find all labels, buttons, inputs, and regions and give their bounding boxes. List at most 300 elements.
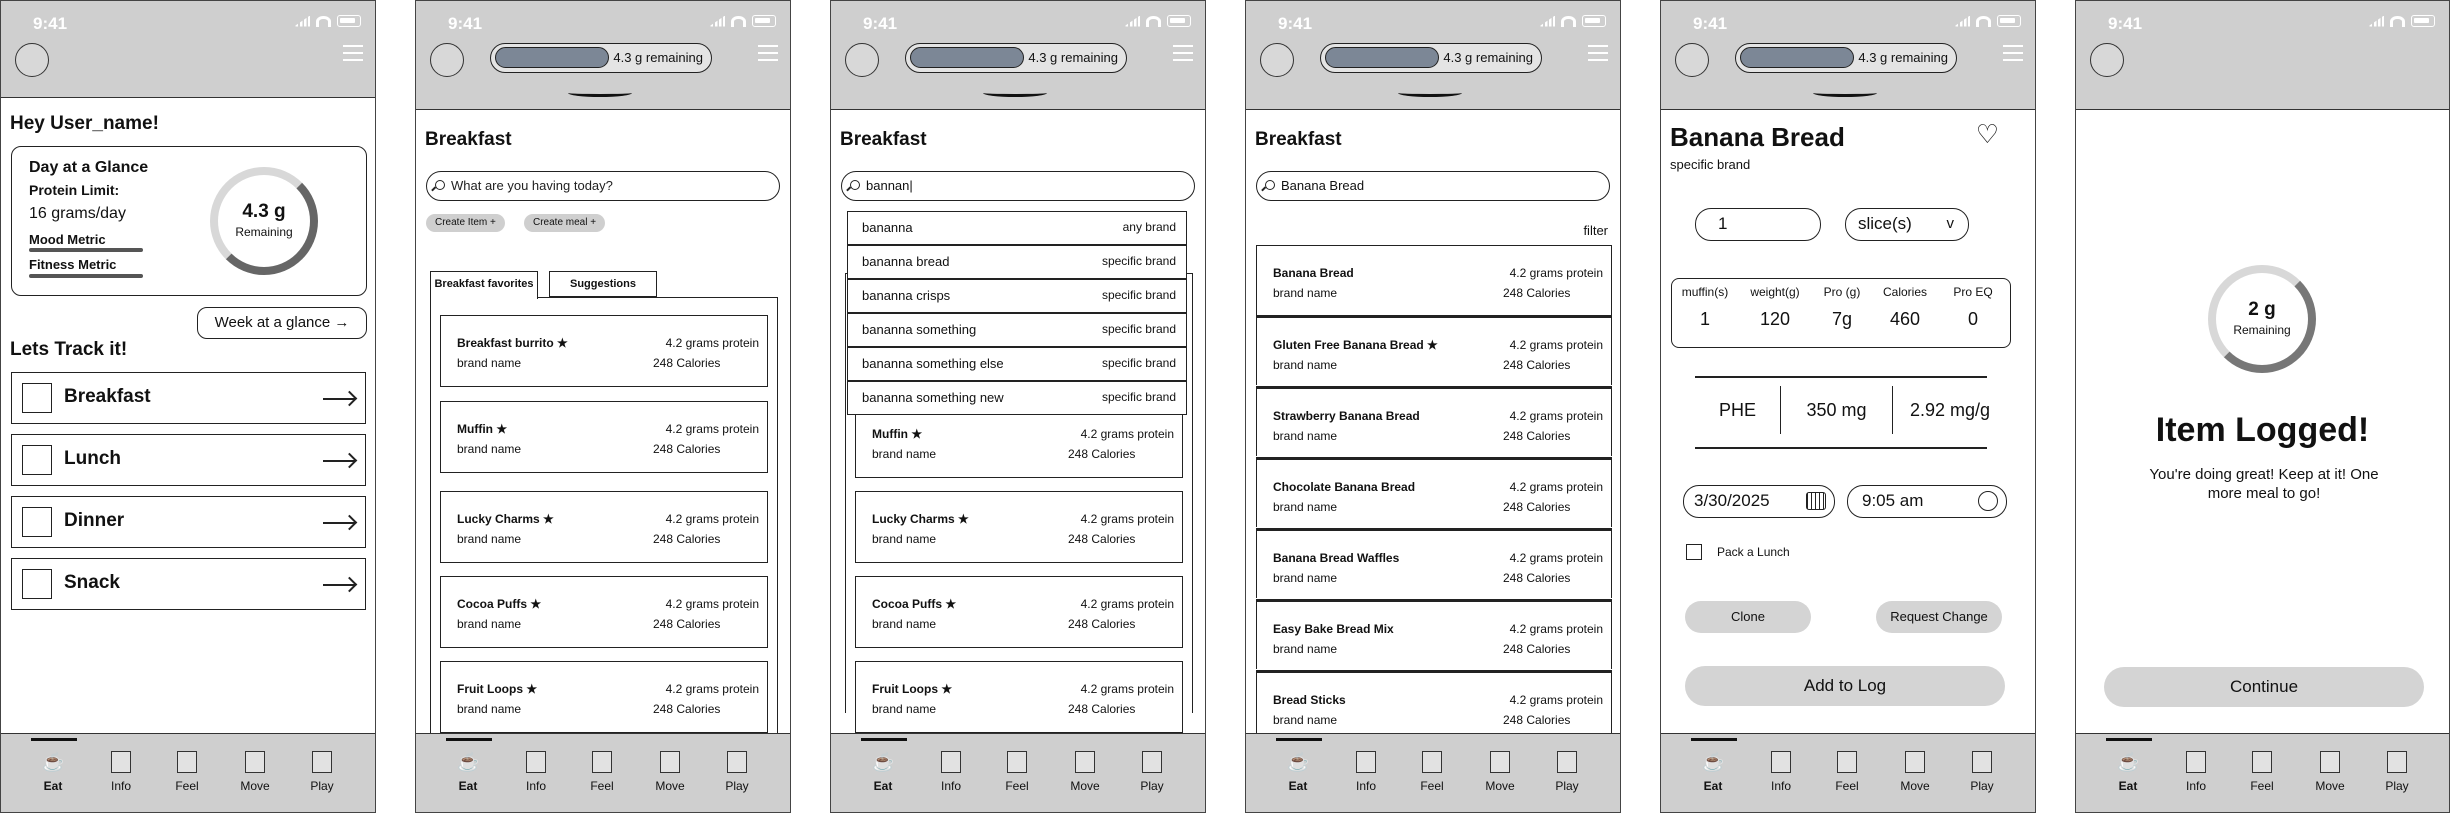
add-to-log-button[interactable]: Add to Log [1685, 666, 2005, 706]
track-title: Lets Track it! [10, 339, 128, 360]
text-label: 4.2 grams protein [1080, 597, 1174, 611]
text-label: 248 Calories [653, 442, 721, 456]
tab-suggestions[interactable]: Suggestions [549, 271, 657, 297]
text-label: Move [240, 779, 270, 793]
tab-eat[interactable] [853, 751, 913, 793]
tab-eat[interactable] [1683, 751, 1743, 793]
day-glance-card [11, 146, 367, 296]
tab-eat[interactable] [1268, 751, 1328, 793]
arrow-right-icon [323, 584, 355, 586]
text-label: 248 Calories [653, 356, 721, 370]
result-row[interactable] [1256, 386, 1612, 456]
avatar[interactable] [15, 43, 49, 77]
pill-progress [1740, 47, 1854, 68]
tab-play[interactable] [292, 751, 352, 793]
greeting: Hey User_name! [10, 113, 159, 134]
screen-home [0, 0, 376, 813]
feel-icon [1422, 751, 1442, 773]
tab-feel[interactable] [2232, 751, 2292, 793]
chevron-down-icon: v [1946, 215, 1954, 232]
meal-label: Lunch [64, 448, 121, 469]
text-label: specific brand [1101, 288, 1176, 302]
tab-play[interactable] [707, 751, 767, 793]
result-row[interactable] [1256, 599, 1612, 669]
active-tab-indicator [446, 738, 492, 741]
text-label: specific brand [1101, 390, 1176, 404]
tab-bar [1246, 733, 1620, 812]
text-label: Play [2385, 779, 2409, 793]
list-item[interactable] [855, 406, 1183, 478]
suggestion-item[interactable] [847, 245, 1187, 279]
text-label: 248 Calories [1503, 571, 1571, 585]
move-icon [1905, 751, 1925, 773]
list-item[interactable] [440, 576, 768, 648]
text-label: Info [2185, 779, 2206, 793]
text-label: Eat [1288, 779, 1308, 793]
phe-label: PHE [1695, 386, 1781, 434]
avatar[interactable] [430, 43, 464, 77]
suggestion-item[interactable] [847, 313, 1187, 347]
suggestion-item[interactable] [847, 347, 1187, 381]
text-label: brand name [1273, 358, 1338, 372]
text-label: 248 Calories [1503, 500, 1571, 514]
heart-icon[interactable]: ♡ [1975, 119, 1999, 149]
tab-eat[interactable] [438, 751, 498, 793]
result-row[interactable] [1256, 528, 1612, 598]
text-label: specific brand [1101, 322, 1176, 336]
chevron-down-icon[interactable] [1398, 89, 1462, 97]
status-time: 9:41 [2108, 14, 2143, 33]
tab-move[interactable] [1470, 751, 1530, 793]
text-label: 4.2 grams protein [1080, 682, 1174, 696]
suggestion-item[interactable] [847, 381, 1187, 415]
text-label: Banana Bread Waffles [1273, 551, 1400, 565]
hamburger-menu-icon[interactable] [343, 45, 363, 61]
page-title: Breakfast [840, 129, 927, 150]
text-label: Play [725, 779, 749, 793]
text-label: brand name [1273, 286, 1338, 300]
battery-icon [2411, 15, 2435, 27]
tab-breakfast-favorites[interactable]: Breakfast favorites [430, 271, 538, 299]
info-icon [941, 751, 961, 773]
meal-row-dinner[interactable] [11, 496, 366, 548]
tab-move[interactable] [1055, 751, 1115, 793]
text-label: Calories [1882, 285, 1927, 299]
info-icon [2186, 751, 2206, 773]
meal-row-snack[interactable] [11, 558, 366, 610]
text-label: Play [310, 779, 334, 793]
play-icon [1142, 751, 1162, 773]
battery-icon [752, 15, 776, 27]
text-label: 3/30/2025 [1694, 491, 1770, 510]
search-input[interactable] [1256, 171, 1610, 201]
text-label: Cocoa Puffs ★ [457, 597, 542, 611]
text-label: Feel [175, 779, 199, 793]
text-label: 248 Calories [1503, 642, 1571, 656]
active-tab-indicator [31, 738, 77, 741]
result-row[interactable] [1256, 670, 1612, 740]
result-row[interactable] [1256, 457, 1612, 527]
hamburger-menu-icon[interactable] [2003, 45, 2023, 61]
signal-icon [709, 16, 725, 27]
text-label: Feel [2250, 779, 2274, 793]
text-label: specific brand [1101, 356, 1176, 370]
text-label: 248 Calories [1503, 286, 1571, 300]
text-label: brand name [1273, 571, 1338, 585]
screen-search-results [1245, 0, 1621, 813]
play-icon [2387, 751, 2407, 773]
header-bar [2076, 1, 2449, 110]
meal-label: Snack [64, 572, 120, 593]
tab-move[interactable] [2300, 751, 2360, 793]
divider [1695, 447, 1987, 449]
phe-ratio: 2.92 mg/g [1909, 400, 1991, 420]
glance-title: Day at a Glance [29, 159, 149, 176]
text-label: 248 Calories [1068, 702, 1136, 716]
filter-link[interactable]: filter [1583, 223, 1608, 238]
ring-value: 4.3 g [242, 201, 286, 222]
remaining-ring [210, 167, 318, 275]
mood-metric: Mood Metric [29, 232, 106, 247]
text-label: 4.2 grams protein [1509, 622, 1603, 636]
text-label: brand name [457, 617, 522, 631]
arrow-right-icon [323, 398, 355, 400]
text-label: brand name [1273, 429, 1338, 443]
status-time: 9:41 [33, 14, 68, 33]
text-label: What are you having today? [451, 178, 613, 193]
text-label: 4.2 grams protein [665, 422, 759, 436]
info-icon [1771, 751, 1791, 773]
tab-feel[interactable] [1402, 751, 1462, 793]
meal-label: Dinner [64, 510, 125, 531]
suggestion-item[interactable] [847, 279, 1187, 313]
active-tab-indicator [1276, 738, 1322, 741]
suggestion-item[interactable] [847, 211, 1187, 245]
hamburger-menu-icon[interactable] [1173, 45, 1193, 61]
chevron-down-icon[interactable] [983, 89, 1047, 97]
text-label: 460 [1889, 309, 1921, 329]
clone-button[interactable]: Clone [1685, 601, 1811, 633]
tab-bar [2076, 733, 2449, 812]
meal-label: Breakfast [64, 386, 151, 407]
ring-label: Remaining [235, 225, 293, 239]
text-label: Pro EQ [1953, 285, 1993, 299]
create-item-button[interactable]: Create Item + [426, 214, 505, 232]
cup-icon: ☕ [457, 752, 480, 772]
text-label: 248 Calories [1068, 617, 1136, 631]
pack-lunch-label: Pack a Lunch [1717, 545, 1790, 559]
text-label: brand name [872, 617, 937, 631]
list-item[interactable] [855, 576, 1183, 648]
result-row[interactable] [1256, 315, 1612, 385]
feel-icon [177, 751, 197, 773]
text-label: Feel [1835, 779, 1859, 793]
list-item[interactable] [440, 315, 768, 387]
text-label: 4.2 grams protein [665, 682, 759, 696]
feel-icon [1007, 751, 1027, 773]
text-label: Breakfast burrito ★ [457, 336, 568, 350]
text-label: Info [1770, 779, 1791, 793]
calendar-icon [1806, 492, 1826, 510]
remaining-ring [2208, 265, 2316, 373]
tab-feel[interactable] [1817, 751, 1877, 793]
tab-feel[interactable] [157, 751, 217, 793]
wifi-icon [316, 16, 331, 27]
screen-breakfast-search [830, 0, 1206, 813]
date-field[interactable] [1683, 485, 1835, 518]
text-label: brand name [1273, 642, 1338, 656]
text-label: 248 Calories [653, 532, 721, 546]
tab-play[interactable] [1952, 751, 2012, 793]
system-icons [709, 15, 776, 27]
text-label: Move [1070, 779, 1100, 793]
pill-text: 4.3 g remaining [613, 50, 703, 65]
tab-bar [1661, 733, 2035, 812]
quantity-input[interactable]: 1 [1695, 208, 1821, 241]
search-input[interactable] [426, 171, 780, 201]
text-label: brand name [1273, 500, 1338, 514]
avatar[interactable] [2090, 43, 2124, 77]
system-icons [1124, 15, 1191, 27]
tab-info[interactable] [506, 751, 566, 793]
header-bar [1, 1, 375, 98]
text-label: 120 [1759, 309, 1791, 329]
arrow-right-icon [323, 522, 355, 524]
text-label: brand name [457, 702, 522, 716]
text-label: 4.2 grams protein [1080, 427, 1174, 441]
feel-icon [592, 751, 612, 773]
text-label: Easy Bake Bread Mix [1273, 622, 1394, 636]
avatar[interactable] [1260, 43, 1294, 77]
text-label: Play [1555, 779, 1579, 793]
signal-icon [1954, 16, 1970, 27]
item-title: Banana Bread [1670, 122, 1845, 152]
text-label: Play [1970, 779, 1994, 793]
text-label: brand name [872, 532, 937, 546]
move-icon [660, 751, 680, 773]
tab-play[interactable] [1122, 751, 1182, 793]
text-label: weight(g) [1750, 285, 1800, 299]
checkbox[interactable] [22, 383, 52, 413]
meal-row-breakfast[interactable] [11, 372, 366, 424]
text-label: Bread Sticks [1273, 693, 1346, 707]
search-input[interactable] [841, 171, 1195, 201]
text-label: Pro (g) [1823, 285, 1861, 299]
battery-icon [1167, 15, 1191, 27]
text-label: 248 Calories [1503, 429, 1571, 443]
clock-icon [1978, 491, 1998, 511]
pack-lunch-checkbox[interactable] [1686, 544, 1702, 560]
list-item[interactable] [440, 401, 768, 473]
text-label: 248 Calories [653, 702, 721, 716]
move-icon [1075, 751, 1095, 773]
search-icon [435, 180, 445, 190]
text-label: 0 [1967, 309, 1978, 329]
signal-icon [1539, 16, 1555, 27]
hamburger-menu-icon[interactable] [758, 45, 778, 61]
remaining-pill [490, 43, 712, 73]
tab-bar [831, 733, 1205, 812]
text-label: Feel [590, 779, 614, 793]
message: You're doing great! Keep at it! One more meal to go! [2149, 466, 2379, 502]
text-label: Strawberry Banana Bread [1273, 409, 1420, 423]
text-label: 7g [1831, 309, 1853, 329]
page-title: Breakfast [425, 129, 512, 150]
tab-info[interactable] [2166, 751, 2226, 793]
text-label: any brand [1122, 220, 1176, 234]
tab-info[interactable] [1336, 751, 1396, 793]
screen-breakfast [415, 0, 791, 813]
info-icon [1356, 751, 1376, 773]
header-bar [831, 1, 1205, 110]
cup-icon: ☕ [2117, 752, 2140, 772]
tab-info[interactable] [1751, 751, 1811, 793]
tab-feel[interactable] [987, 751, 1047, 793]
text-label: Feel [1005, 779, 1029, 793]
unit-select[interactable] [1845, 208, 1969, 241]
text-label: Banana Bread [1281, 178, 1365, 193]
status-time: 9:41 [1693, 14, 1728, 33]
text-label: 4.2 grams protein [1509, 266, 1603, 280]
pill-progress [1325, 47, 1439, 68]
text-label: bananna something [862, 322, 977, 337]
hamburger-menu-icon[interactable] [1588, 45, 1608, 61]
text-label: muffin(s) [1681, 285, 1729, 299]
remaining-pill [1735, 43, 1957, 73]
protein-value: 16 grams/day [29, 205, 126, 222]
tab-play[interactable] [1537, 751, 1597, 793]
headline: Item Logged! [2155, 411, 2370, 449]
active-tab-indicator [1691, 738, 1737, 741]
text-label: Feel [1420, 779, 1444, 793]
ring-value: 2 g [2248, 299, 2276, 320]
arrow-right-icon [323, 460, 355, 462]
text-label: bannan| [866, 178, 913, 193]
text-label: 248 Calories [1068, 532, 1136, 546]
text-label: specific brand [1101, 254, 1176, 268]
list-item[interactable] [855, 491, 1183, 563]
page-title: Breakfast [1255, 129, 1342, 150]
tab-move[interactable] [640, 751, 700, 793]
remaining-pill [1320, 43, 1542, 73]
tab-bar [416, 733, 790, 812]
list-item[interactable] [440, 491, 768, 563]
text-label: 4.2 grams protein [665, 512, 759, 526]
search-icon [1265, 180, 1275, 190]
battery-icon [1582, 15, 1606, 27]
text-label: 4.2 grams protein [1509, 551, 1603, 565]
text-label: Lucky Charms ★ [872, 512, 969, 526]
header-bar [416, 1, 790, 110]
text-label: 248 Calories [653, 617, 721, 631]
text-label: Muffin ★ [457, 422, 508, 436]
text-label: 248 Calories [1503, 713, 1571, 727]
text-label: Play [1140, 779, 1164, 793]
avatar[interactable] [1675, 43, 1709, 77]
checkbox[interactable] [22, 445, 52, 475]
move-icon [1490, 751, 1510, 773]
text-label: Lucky Charms ★ [457, 512, 554, 526]
tab-info[interactable] [921, 751, 981, 793]
text-label: Info [1355, 779, 1376, 793]
tab-eat[interactable] [2098, 751, 2158, 793]
text-label: bananna something else [862, 356, 1004, 371]
text-label: 248 Calories [1068, 447, 1136, 461]
screen-item-logged [2075, 0, 2450, 813]
avatar[interactable] [845, 43, 879, 77]
status-time: 9:41 [1278, 14, 1313, 33]
screen-item-detail [1660, 0, 2036, 813]
create-meal-button[interactable]: Create meal + [524, 214, 605, 232]
text-label: Chocolate Banana Bread [1273, 480, 1416, 494]
info-icon [111, 751, 131, 773]
continue-button[interactable]: Continue [2104, 667, 2424, 707]
text-label: brand name [457, 356, 522, 370]
text-label: 4.2 grams protein [1509, 409, 1603, 423]
pill-text: 4.3 g remaining [1858, 50, 1948, 65]
tab-feel[interactable] [572, 751, 632, 793]
text-label: 4.2 grams protein [1080, 512, 1174, 526]
text-label: bananna crisps [862, 288, 951, 303]
checkbox[interactable] [22, 507, 52, 537]
item-brand: specific brand [1670, 157, 1751, 172]
fitness-bar [29, 274, 143, 278]
system-icons [1539, 15, 1606, 27]
tab-bar [1, 733, 375, 812]
text-label: bananna [862, 220, 913, 235]
chevron-down-icon[interactable] [568, 89, 632, 97]
tab-move[interactable] [225, 751, 285, 793]
text-label: 4.2 grams protein [1509, 693, 1603, 707]
text-label: brand name [457, 532, 522, 546]
feel-icon [1837, 751, 1857, 773]
list-item[interactable] [855, 661, 1183, 733]
text-label: Move [1485, 779, 1515, 793]
divider [1695, 376, 1987, 378]
wifi-icon [1561, 16, 1576, 27]
text-label: 248 Calories [1503, 358, 1571, 372]
cup-icon: ☕ [42, 752, 65, 772]
checkbox[interactable] [22, 569, 52, 599]
text-label: Move [2315, 779, 2345, 793]
text-label: Info [110, 779, 131, 793]
meal-row-lunch[interactable] [11, 434, 366, 486]
mood-bar [29, 248, 143, 252]
request-change-button[interactable]: Request Change [1876, 601, 2002, 633]
list-item[interactable] [440, 661, 768, 733]
signal-icon [2368, 16, 2384, 27]
tab-info[interactable] [91, 751, 151, 793]
header-bar [1661, 1, 2035, 110]
chevron-down-icon[interactable] [1813, 89, 1877, 97]
text-label: bananna something new [862, 390, 1004, 405]
week-at-glance-button[interactable]: Week at a glance → [197, 307, 367, 339]
result-row[interactable] [1256, 245, 1612, 315]
nutrition-table [1671, 278, 2011, 348]
time-field[interactable] [1847, 485, 2007, 518]
active-tab-indicator [2106, 738, 2152, 741]
system-icons [2368, 15, 2435, 27]
tab-play[interactable] [2367, 751, 2427, 793]
text-label: Info [525, 779, 546, 793]
wifi-icon [1976, 16, 1991, 27]
fitness-metric: Fitness Metric [29, 257, 117, 272]
tab-eat[interactable] [23, 751, 83, 793]
tab-move[interactable] [1885, 751, 1945, 793]
text-label: Eat [458, 779, 478, 793]
battery-icon [337, 15, 361, 27]
pill-progress [910, 47, 1024, 68]
